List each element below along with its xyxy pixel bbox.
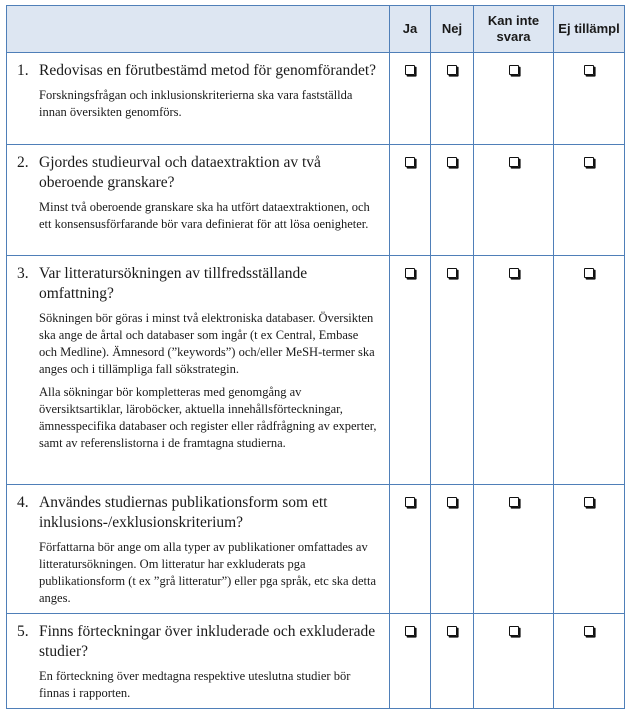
checkbox-nej[interactable] (447, 65, 457, 75)
question-row (7, 485, 625, 614)
header-nej: Nej (431, 6, 474, 53)
question-number: 3. (17, 265, 29, 282)
question-title: Redovisas en förutbestämd metod för genomförandet? (39, 62, 377, 79)
question-number: 4. (17, 494, 29, 511)
question-row (7, 614, 625, 709)
checkbox-ja[interactable] (405, 626, 415, 636)
question-row (7, 53, 625, 145)
question-row (7, 256, 625, 485)
header-ja: Ja (390, 6, 431, 53)
header-question (7, 6, 390, 53)
checkbox-kan-inte-svara[interactable] (509, 157, 519, 167)
question-number: 1. (17, 62, 29, 79)
question-description: Forskningsfrågan och inklusionskriterierna ska vara fastställda innan översikten genomförs. (39, 88, 353, 119)
checkbox-ja[interactable] (405, 157, 415, 167)
question-description: Sökningen bör göras i minst två elektroniska databaser. Översikten ska ange de årtal och databaser som ingår (t ex Central, Embase och Medline). Ämnesord (”keywords”) och/eller MeSH-termer ska anges och i tillämpliga fall sökstrategin. (39, 311, 375, 376)
question-cell (7, 614, 390, 709)
header-row (7, 6, 625, 53)
question-cell (7, 145, 390, 256)
checkbox-ja[interactable] (405, 497, 415, 507)
header-kan-inte-svara: Kan inte svara (474, 6, 554, 53)
checklist-table (6, 5, 625, 709)
checkbox-kan-inte-svara[interactable] (509, 268, 519, 278)
question-title: Finns förteckningar över inkluderade och exkluderade studier? (39, 623, 376, 660)
question-description: Minst två oberoende granskare ska ha utfört dataextraktionen, och ett konsensusförfarande bör vara definierat för att lösa oenigheter. (39, 200, 370, 231)
question-row (7, 145, 625, 256)
checkbox-nej[interactable] (447, 626, 457, 636)
checkbox-kan-inte-svara[interactable] (509, 626, 519, 636)
checkbox-ej-tillampl[interactable] (584, 268, 594, 278)
checkbox-nej[interactable] (447, 157, 457, 167)
question-title: Gjordes studieurval och dataextraktion av två oberoende granskare? (39, 154, 321, 191)
question-description: Alla sökningar bör kompletteras med genomgång av översiktsartiklar, läroböcker, aktuella innehållsförteckningar, ämnesspecifika databaser och register eller rådfrågning av experter, samt av referenslistorna i de framtagna studierna. (39, 385, 377, 450)
question-title: Användes studiernas publikationsform som ett inklusions-/exklusionskriterium? (39, 494, 328, 531)
checkbox-nej[interactable] (447, 268, 457, 278)
question-cell (7, 485, 390, 614)
question-description: Författarna bör ange om alla typer av publikationer omfattades av litteratursökningen. Om litteratur har exkluderats pga publikationsform (t ex ”grå litteratur”) eller pga språk, etc ska detta anges. (39, 540, 377, 605)
checkbox-ja[interactable] (405, 65, 415, 75)
checkbox-ej-tillampl[interactable] (584, 65, 594, 75)
checkbox-kan-inte-svara[interactable] (509, 65, 519, 75)
header-ej-tillampl: Ej tillämpl (554, 6, 625, 53)
question-title: Var litteratursökningen av tillfredsställande omfattning? (39, 265, 308, 302)
question-number: 2. (17, 154, 29, 171)
question-description: En förteckning över medtagna respektive uteslutna studier bör finnas i rapporten. (39, 669, 351, 700)
checkbox-nej[interactable] (447, 497, 457, 507)
question-cell (7, 256, 390, 485)
question-number: 5. (17, 623, 29, 640)
checkbox-ej-tillampl[interactable] (584, 497, 594, 507)
checkbox-kan-inte-svara[interactable] (509, 497, 519, 507)
checkbox-ej-tillampl[interactable] (584, 157, 594, 167)
checkbox-ej-tillampl[interactable] (584, 626, 594, 636)
question-cell (7, 53, 390, 145)
checkbox-ja[interactable] (405, 268, 415, 278)
